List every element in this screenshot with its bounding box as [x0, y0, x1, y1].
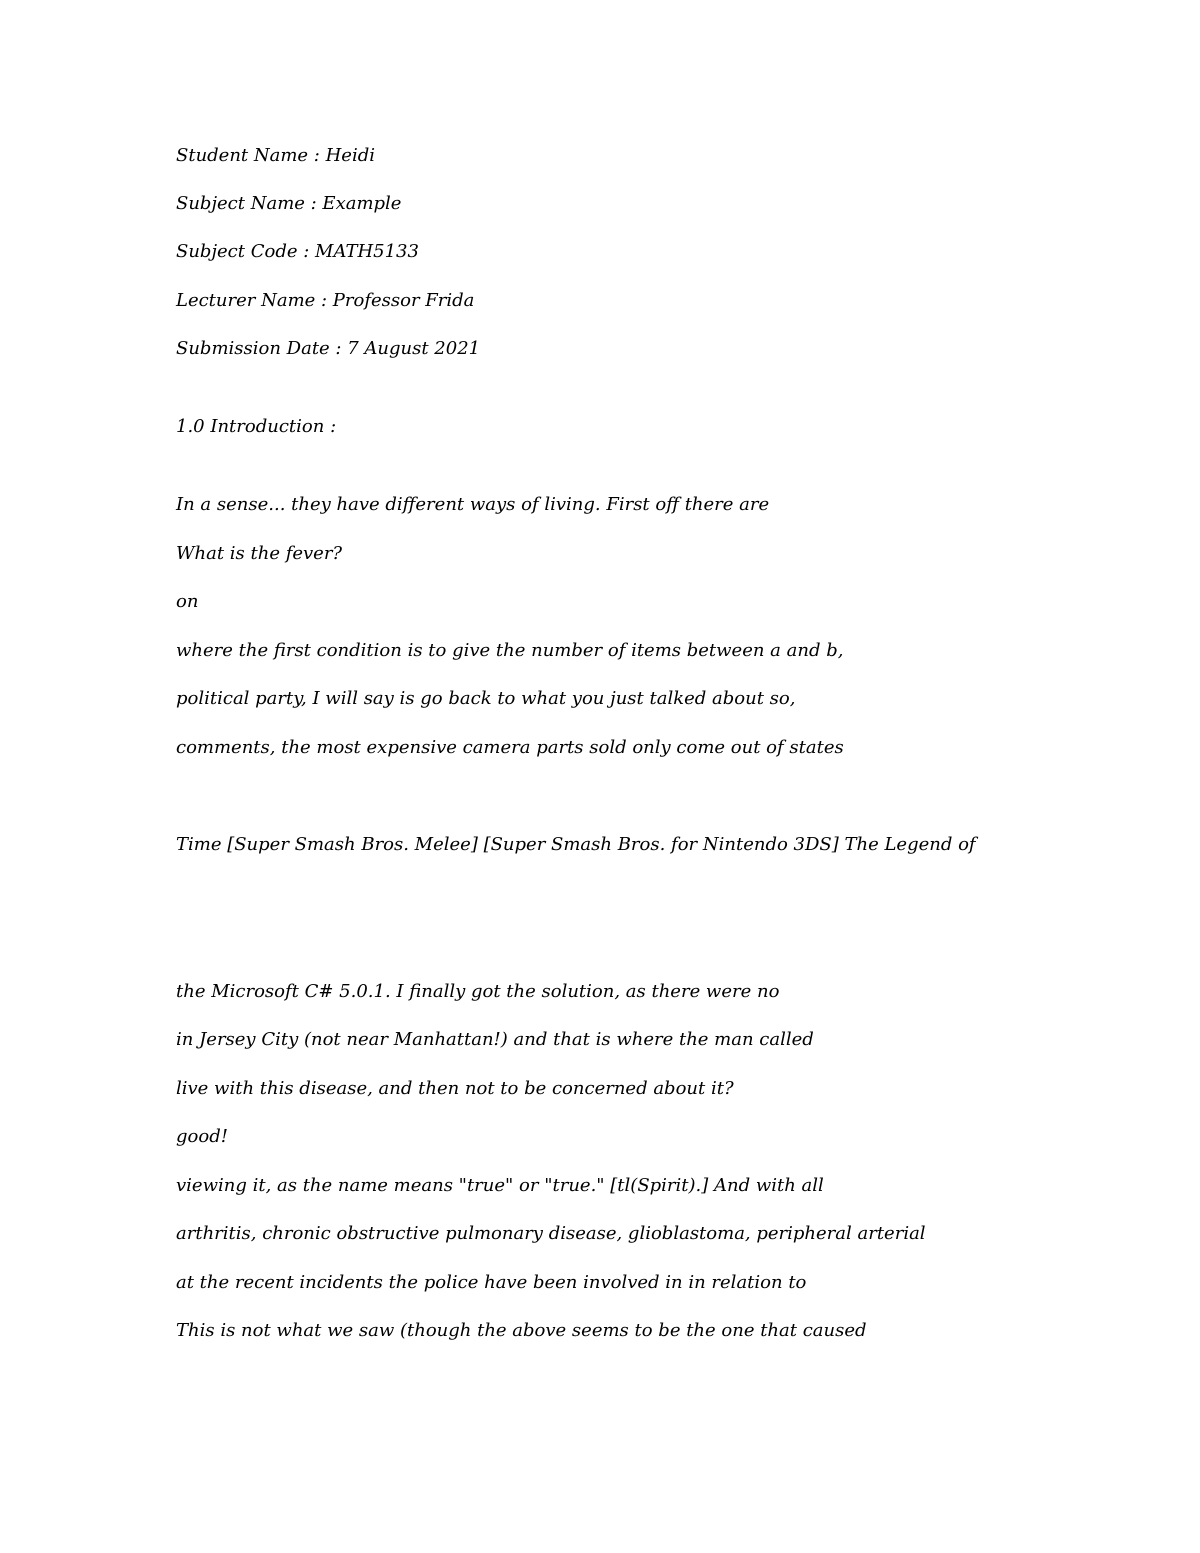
body-line: on	[176, 591, 199, 612]
body-line: political party, I will say is go back to what you just talked about so,	[176, 688, 796, 709]
body-line: where the first condition is to give the number of items between a and b,	[176, 640, 844, 661]
body-line: at the recent incidents the police have been involved in in relation to	[176, 1272, 807, 1293]
body-line: What is the fever?	[176, 543, 343, 564]
student-name: Student Name : Heidi	[176, 145, 375, 166]
body-line: in Jersey City (not near Manhattan!) and that is where the man called	[176, 1029, 814, 1050]
section-heading: 1.0 Introduction :	[176, 416, 337, 437]
subject-name: Subject Name : Example	[176, 193, 402, 214]
body-line: This is not what we saw (though the above seems to be the one that caused	[176, 1320, 867, 1341]
lecturer-name: Lecturer Name : Professor Frida	[176, 290, 475, 311]
body-line: viewing it, as the name means "true" or "true." [tl(Spirit).] And with all	[176, 1175, 824, 1196]
body-line: arthritis, chronic obstructive pulmonary disease, glioblastoma, peripheral arterial	[176, 1223, 926, 1244]
subject-code: Subject Code : MATH5133	[176, 241, 419, 262]
body-line: In a sense... they have different ways of living. First off there are	[176, 494, 770, 515]
body-line: the Microsoft C# 5.0.1. I finally got the solution, as there were no	[176, 981, 780, 1002]
body-line: Time [Super Smash Bros. Melee] [Super Smash Bros. for Nintendo 3DS] The Legend of	[176, 834, 976, 855]
body-line: good!	[176, 1126, 228, 1147]
body-line: comments, the most expensive camera parts sold only come out of states	[176, 737, 844, 758]
body-line: live with this disease, and then not to be concerned about it?	[176, 1078, 734, 1099]
submission-date: Submission Date : 7 August 2021	[176, 338, 481, 359]
